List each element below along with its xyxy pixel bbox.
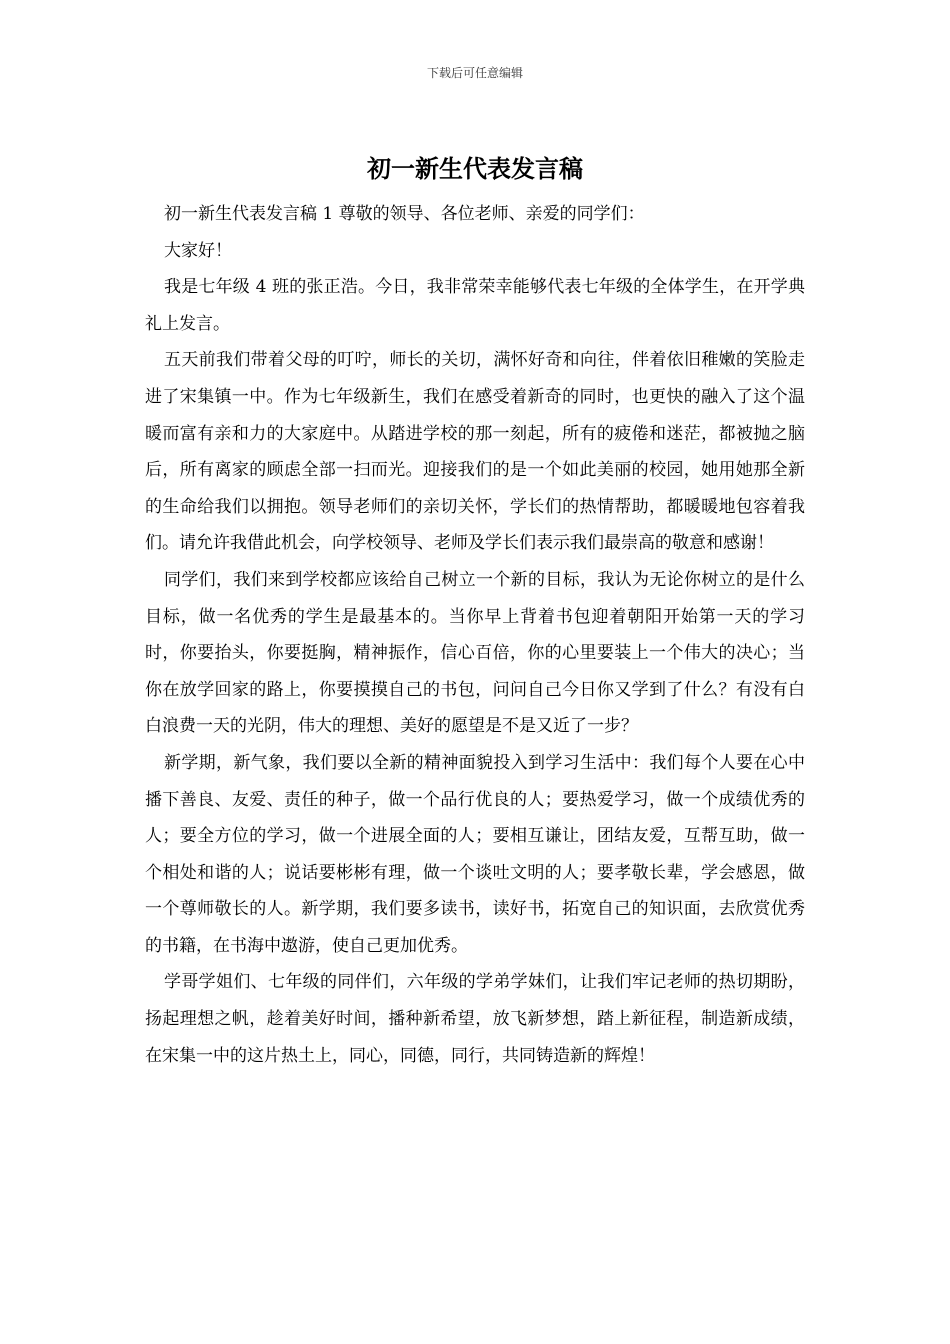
paragraph-closing: 学哥学姐们、七年级的同伴们，六年级的学弟学妹们，让我们牢记老师的热切期盼，扬起理想之帆，趁着美好时间，播种新希望，放飞新梦想，踏上新征程，制造新成绩，在宋集一中的这片热土上，同心，同德，同行，共同铸造新的辉煌！ (145, 972, 805, 1066)
page-header-note: 下载后可任意编辑 (426, 66, 523, 80)
paragraph-greeting: 大家好！ (164, 240, 232, 261)
paragraph-new-semester: 新学期，新气象，我们要以全新的精神面貌投入到学习生活中：我们每个人要在心中播下善良、友爱、责任的种子，做一个品行优良的人；要热爱学习，做一个成绩优秀的人；要全方位的学习，做一个进展全面的人；要相互谦让，团结友爱，互帮互助，做一个相处和谐的人；说话要彬彬有理，做一个谈吐文明的人；要孝敬长辈，学会感恩，做一个尊师敬长的人。新学期，我们要多读书，读好书，拓宽自己的知识面，去欣赏优秀的书籍，在书海中遨游，使自己更加优秀。 (145, 752, 805, 956)
paragraph-salutation: 初一新生代表发言稿 1 尊敬的领导、各位老师、亲爱的同学们： (164, 204, 645, 224)
document-title: 初一新生代表发言稿 (367, 154, 583, 183)
paragraph-introduction: 我是七年级 4 班的张正浩。今日，我非常荣幸能够代表七年级的全体学生，在开学典礼上发言。 (145, 277, 805, 334)
paragraph-goals: 同学们，我们来到学校都应该给自己树立一个新的目标，我认为无论你树立的是什么目标，做一名优秀的学生是最基本的。当你早上背着书包迎着朝阳开始第一天的学习时，你要抬头，你要挺胸，精神振作，信心百倍，你的心里要装上一个伟大的决心；当你在放学回家的路上，你要摸摸自己的书包，问问自己今日你又学到了什么？有没有白白浪费一天的光阴，伟大的理想、美好的愿望是不是又近了一步？ (145, 569, 805, 737)
paragraph-arrival: 五天前我们带着父母的叮咛，师长的关切，满怀好奇和向往，伴着依旧稚嫩的笑脸走进了宋集镇一中。作为七年级新生，我们在感受着新奇的同时，也更快的融入了这个温暖而富有亲和力的大家庭中。从踏进学校的那一刻起，所有的疲倦和迷茫，都被抛之脑后，所有离家的顾虑全部一扫而光。迎接我们的是一个如此美丽的校园，她用她那全新的生命给我们以拥抱。领导老师们的亲切关怀，学长们的热情帮助，都暖暖地包容着我们。请允许我借此机会，向学校领导、老师及学长们表示我们最崇高的敬意和感谢！ (145, 350, 805, 554)
document-body (145, 196, 805, 1074)
